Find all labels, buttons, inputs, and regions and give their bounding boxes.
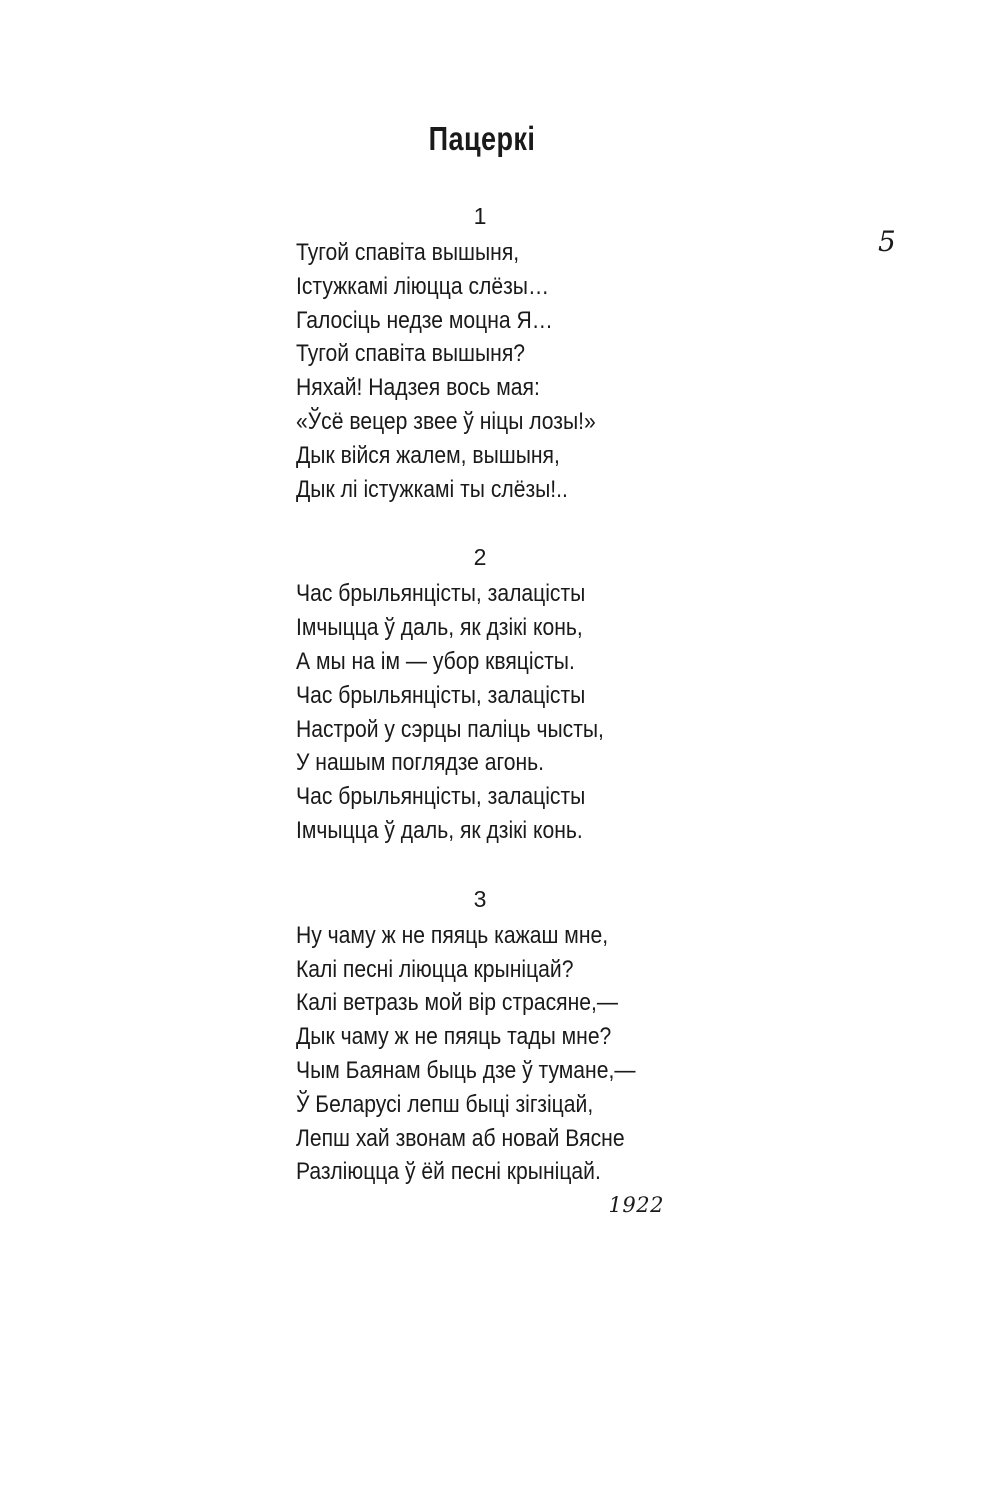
stanza-1 — [296, 196, 716, 506]
verse-line: Калі песні ліюцца крыніцай? — [296, 955, 574, 983]
stanza-number: 2 — [473, 544, 487, 571]
verse-line: У нашым поглядзе агонь. — [296, 749, 545, 777]
verse-line: Час брыльянцісты, залацісты — [296, 681, 586, 709]
verse-line: Галосіць недзе моцна Я… — [296, 306, 553, 334]
verse-line: Дык чаму ж не пяяць тады мне? — [296, 1023, 612, 1051]
page-number: 5 — [878, 225, 896, 258]
stanza-number: 3 — [473, 885, 487, 912]
verse-line: Ў Беларусі лепш быці зігзіцай, — [296, 1090, 594, 1118]
stanza-2 — [296, 537, 716, 847]
verse-line: Разліюцца ў ёй песні крыніцай. — [296, 1158, 601, 1186]
stanza-3 — [296, 879, 716, 1189]
verse-line: Калі ветразь мой вір страсяне,— — [296, 989, 619, 1017]
stanza-number: 1 — [473, 203, 487, 229]
verse-line: Лепш хай звонам аб новай Вясне — [296, 1124, 625, 1152]
verse-line: Істужкамі ліюцца слёзы… — [296, 272, 550, 300]
poem-title: Пацеркі — [428, 120, 536, 157]
verse-line: Тугой спавіта вышыня, — [296, 239, 520, 266]
verse-line: Тугой спавіта вышыня? — [296, 340, 526, 368]
poem-body — [296, 196, 716, 1217]
verse-line: Дык війся жалем, вышыня, — [296, 441, 560, 469]
verse-line: Чым Баянам быць дзе ў тумане,— — [296, 1056, 636, 1084]
verse-line: Імчыцца ў даль, як дзікі конь. — [296, 816, 583, 844]
verse-line: А мы на ім — убор квяцісты. — [296, 647, 575, 675]
verse-line: Ну чаму ж не пяяць кажаш мне, — [296, 921, 609, 949]
verse-line: Час брыльянцісты, залацісты — [296, 783, 586, 811]
verse-line: Настрой у сэрцы паліць чысты, — [296, 715, 604, 743]
verse-line: «Ўсё вецер звее ў ніцы лозы!» — [296, 407, 596, 435]
verse-line: Імчыцца ў даль, як дзікі конь, — [296, 614, 583, 642]
verse-line: Час брыльянцісты, залацісты — [296, 580, 586, 608]
poem-date: 1922 — [608, 1193, 664, 1218]
verse-line: Дык лі істужкамі ты слёзы!.. — [296, 475, 568, 503]
verse-line: Няхай! Надзея вось мая: — [296, 374, 540, 402]
